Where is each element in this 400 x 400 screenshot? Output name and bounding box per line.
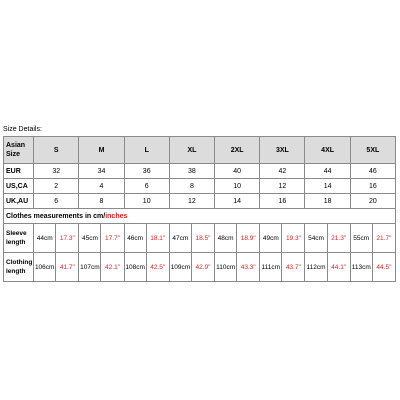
size-conversion-row: [4, 194, 396, 209]
measurement-inch-cell: 18.9": [237, 224, 260, 253]
size-header-cell: S: [34, 137, 79, 164]
size-value-cell: 46: [350, 164, 395, 179]
measurement-cm-cell: 44cm: [34, 224, 56, 253]
measurement-cm-cell: 55cm: [350, 224, 372, 253]
measurement-cm-cell: 110cm: [215, 253, 237, 282]
row-label-cell: EUR: [4, 164, 34, 179]
measurement-inch-cell: 18.1": [146, 224, 169, 253]
measurement-inch-cell: 21.3": [327, 224, 350, 253]
size-value-cell: 10: [124, 194, 169, 209]
measurement-inch-cell: 42.5": [146, 253, 169, 282]
measurement-row: [4, 253, 396, 282]
size-value-cell: 32: [34, 164, 79, 179]
measurement-cm-cell: 47cm: [169, 224, 191, 253]
measurement-cm-cell: 106cm: [34, 253, 56, 282]
measurement-inch-cell: 44.5": [372, 253, 395, 282]
measurement-inch-cell: 17.7": [101, 224, 124, 253]
row-label-cell: US,CA: [4, 179, 34, 194]
measurement-cm-cell: 49cm: [260, 224, 282, 253]
size-value-cell: 8: [169, 179, 214, 194]
row-label-cell: UK,AU: [4, 194, 34, 209]
measurement-cm-cell: 107cm: [79, 253, 101, 282]
size-header-cell: L: [124, 137, 169, 164]
measurement-inch-cell: 41.7": [56, 253, 79, 282]
size-details-title: Size Details:: [3, 126, 42, 133]
size-value-cell: 12: [260, 179, 305, 194]
measurement-row: [4, 224, 396, 253]
size-header-cell: 4XL: [305, 137, 350, 164]
size-value-cell: 10: [215, 179, 260, 194]
measurement-cm-cell: 113cm: [350, 253, 372, 282]
measurement-inch-cell: 42.9": [191, 253, 214, 282]
size-value-cell: 20: [350, 194, 395, 209]
size-conversion-row: [4, 179, 396, 194]
header-label-cell: Asian Size: [4, 137, 34, 164]
size-header-cell: XL: [169, 137, 214, 164]
size-value-cell: 40: [215, 164, 260, 179]
size-header-cell: 2XL: [215, 137, 260, 164]
size-value-cell: 8: [79, 194, 124, 209]
measurement-label-cell: Sleeve length: [4, 224, 34, 253]
size-value-cell: 18: [305, 194, 350, 209]
size-header-cell: 3XL: [260, 137, 305, 164]
measurement-inch-cell: 43.3": [237, 253, 260, 282]
measurement-cm-cell: 48cm: [215, 224, 237, 253]
measurement-cm-cell: 45cm: [79, 224, 101, 253]
size-value-cell: 14: [305, 179, 350, 194]
size-value-cell: 6: [34, 194, 79, 209]
size-value-cell: 12: [169, 194, 214, 209]
size-header-row: [4, 137, 396, 164]
measurement-inch-cell: 17.3": [56, 224, 79, 253]
section-heading-text: Clothes measurements in cm/: [6, 212, 106, 220]
section-heading-highlight: inches: [105, 212, 128, 220]
size-value-cell: 16: [350, 179, 395, 194]
measurement-label-cell: Clothing length: [4, 253, 34, 282]
size-value-cell: 16: [260, 194, 305, 209]
size-value-cell: 14: [215, 194, 260, 209]
measurements-section-row: [4, 209, 396, 224]
size-header-cell: M: [79, 137, 124, 164]
measurement-inch-cell: 18.5": [191, 224, 214, 253]
size-chart-table: [3, 136, 396, 282]
size-value-cell: 38: [169, 164, 214, 179]
size-value-cell: 34: [79, 164, 124, 179]
size-value-cell: 36: [124, 164, 169, 179]
measurement-cm-cell: 108cm: [124, 253, 146, 282]
size-value-cell: 4: [79, 179, 124, 194]
measurement-inch-cell: 42.1": [101, 253, 124, 282]
measurement-inch-cell: 44.1": [327, 253, 350, 282]
size-header-cell: 5XL: [350, 137, 395, 164]
measurement-cm-cell: 112cm: [305, 253, 327, 282]
size-value-cell: 42: [260, 164, 305, 179]
measurement-cm-cell: 46cm: [124, 224, 146, 253]
size-value-cell: 2: [34, 179, 79, 194]
measurement-cm-cell: 109cm: [169, 253, 191, 282]
measurement-inch-cell: 19.3": [282, 224, 305, 253]
measurement-cm-cell: 111cm: [260, 253, 282, 282]
size-value-cell: 6: [124, 179, 169, 194]
measurement-inch-cell: 21.7": [372, 224, 395, 253]
measurements-section-heading: [4, 209, 396, 224]
measurement-inch-cell: 43.7": [282, 253, 305, 282]
measurement-cm-cell: 54cm: [305, 224, 327, 253]
size-conversion-row: [4, 164, 396, 179]
size-value-cell: 44: [305, 164, 350, 179]
